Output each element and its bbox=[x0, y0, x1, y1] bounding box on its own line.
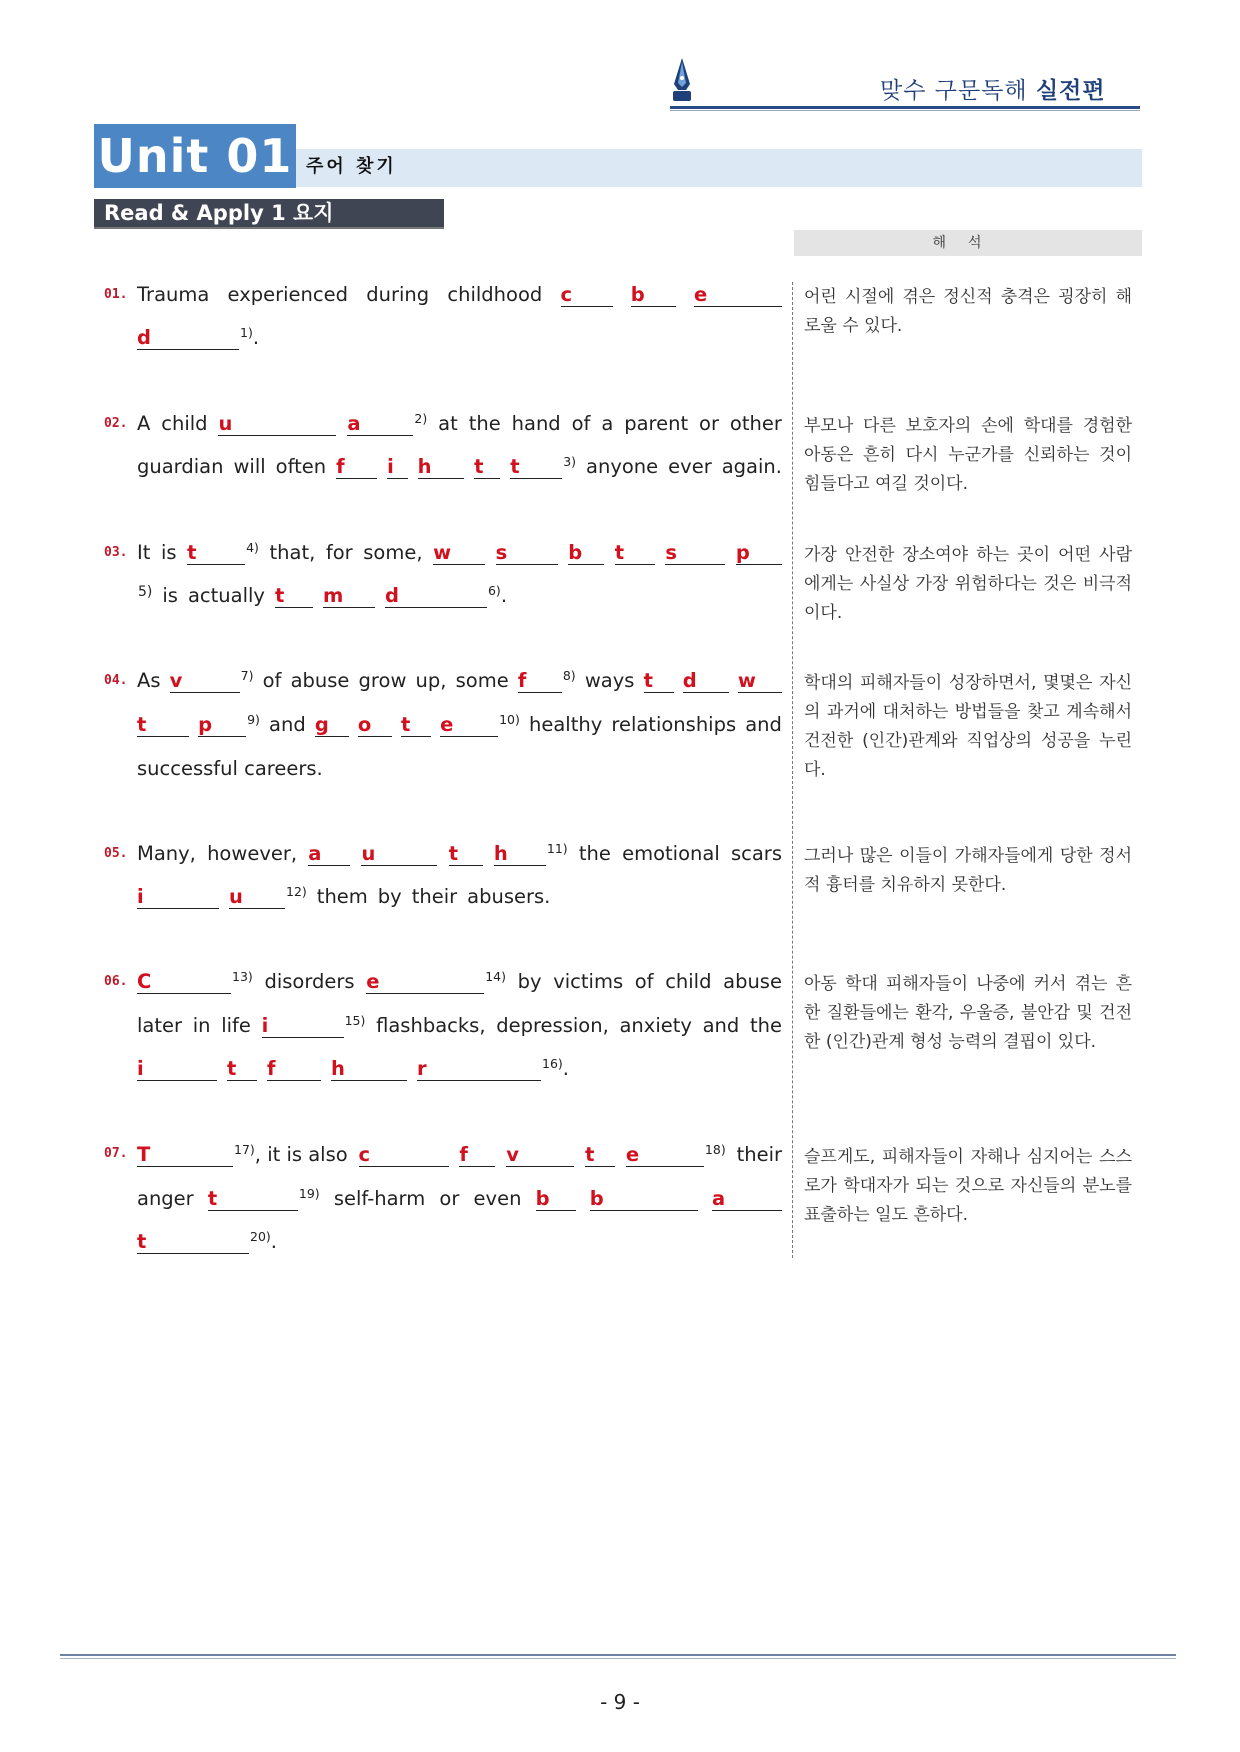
answer-blank[interactable]: t bbox=[401, 714, 431, 737]
footnote-marker: 20) bbox=[250, 1228, 271, 1244]
item-number: 02. bbox=[104, 416, 128, 431]
word: abusers. bbox=[467, 885, 551, 908]
word: As bbox=[137, 669, 161, 692]
footnote-marker: 18) bbox=[704, 1141, 726, 1157]
answer-blank[interactable]: d bbox=[683, 670, 729, 693]
item-number: 03. bbox=[104, 545, 128, 560]
word: , it is also bbox=[254, 1143, 348, 1166]
word: a bbox=[601, 412, 614, 435]
answer-blank[interactable]: t bbox=[208, 1188, 298, 1211]
answer-blank[interactable]: a bbox=[712, 1188, 782, 1211]
word: again. bbox=[721, 455, 782, 478]
translation-column-header: 해석 bbox=[794, 230, 1142, 256]
word: grow bbox=[358, 669, 407, 692]
item-2-line-1 bbox=[137, 409, 782, 439]
word: child bbox=[665, 970, 712, 993]
footnote-marker: 14) bbox=[485, 968, 506, 984]
answer-blank[interactable]: u bbox=[229, 886, 285, 909]
word: is bbox=[162, 584, 178, 607]
word: self-harm bbox=[333, 1187, 426, 1210]
item-3-line-1 bbox=[137, 538, 782, 568]
item-4-translation: 학대의 피해자들이 성장하면서, 몇몇은 자신의 과거에 대처하는 방법들을 찾고 계속해서 건전한 (인간)관계와 직업상의 성공을 누린다. bbox=[804, 673, 1132, 780]
column-divider bbox=[792, 282, 793, 1258]
item-1-line-1 bbox=[137, 280, 782, 310]
word: childhood bbox=[447, 283, 543, 306]
item-3-translation: 가장 안전한 장소여야 하는 곳이 어떤 사람에게는 사실상 가장 위험하다는 것은 비극적이다. bbox=[804, 545, 1132, 623]
answer-blank[interactable]: t bbox=[474, 456, 500, 479]
word: Trauma bbox=[137, 283, 210, 306]
word: or bbox=[439, 1187, 460, 1210]
item-7-translation: 슬프게도, 피해자들이 자해나 심지어는 스스로가 학대자가 되는 것으로 자신들의 분노를 표출하는 일도 흔하다. bbox=[804, 1147, 1132, 1225]
answer-blank[interactable]: d bbox=[137, 327, 239, 350]
answer-blank[interactable]: a bbox=[308, 843, 350, 866]
answer-blank[interactable]: t bbox=[275, 585, 313, 608]
answer-blank[interactable]: i bbox=[137, 886, 219, 909]
footnote-marker: 6) bbox=[487, 582, 501, 598]
answer-blank[interactable]: f bbox=[267, 1058, 321, 1081]
footnote-marker: 2) bbox=[414, 410, 428, 426]
word: emotional bbox=[622, 842, 720, 865]
word: victims bbox=[553, 970, 624, 993]
word: them bbox=[316, 885, 368, 908]
answer-blank[interactable]: t bbox=[187, 542, 245, 565]
answer-blank[interactable]: e bbox=[366, 971, 484, 994]
section-title: Read & Apply 1 요지 bbox=[94, 199, 444, 227]
item-1-line-2 bbox=[137, 323, 782, 353]
word: anxiety bbox=[619, 1014, 692, 1037]
word: the bbox=[578, 842, 611, 865]
word: some bbox=[455, 669, 509, 692]
word: and bbox=[269, 713, 306, 736]
answer-blank[interactable]: s bbox=[496, 542, 558, 565]
footer-rule-thin bbox=[60, 1658, 1176, 1659]
word: child bbox=[161, 412, 208, 435]
word: other bbox=[729, 412, 782, 435]
word: flashbacks, bbox=[376, 1014, 486, 1037]
answer-blank[interactable]: o bbox=[358, 714, 392, 737]
answer-blank[interactable]: b bbox=[631, 284, 676, 307]
word: of bbox=[571, 412, 591, 435]
word: actually bbox=[187, 584, 265, 607]
answer-blank[interactable]: m bbox=[323, 585, 375, 608]
answer-blank[interactable]: v bbox=[170, 670, 240, 693]
footnote-marker: 15) bbox=[344, 1012, 366, 1028]
word: anger bbox=[137, 1187, 194, 1210]
word: relationships bbox=[611, 713, 737, 736]
answer-blank[interactable]: T bbox=[137, 1144, 233, 1167]
word: . bbox=[252, 326, 260, 349]
unit-band bbox=[296, 149, 1142, 187]
answer-blank[interactable]: p bbox=[198, 714, 246, 737]
word: . bbox=[562, 1057, 569, 1080]
item-5-translation: 그러나 많은 이들이 가해자들에게 당한 정서적 흉터를 치유하지 못한다. bbox=[804, 846, 1132, 895]
answer-blank[interactable]: b bbox=[536, 1188, 576, 1211]
footnote-marker: 12) bbox=[286, 883, 307, 899]
item-7-line-3 bbox=[137, 1227, 782, 1257]
word: or bbox=[699, 412, 719, 435]
answer-blank[interactable]: C bbox=[137, 971, 231, 994]
footnote-marker: 13) bbox=[232, 968, 253, 984]
answer-blank[interactable]: e bbox=[440, 714, 498, 737]
answer-blank[interactable]: h bbox=[494, 843, 546, 866]
answer-blank[interactable]: h bbox=[331, 1058, 407, 1081]
answer-blank[interactable]: d bbox=[385, 585, 487, 608]
answer-blank[interactable]: h bbox=[418, 456, 465, 479]
answer-blank[interactable]: b bbox=[568, 542, 604, 565]
answer-blank[interactable]: s bbox=[665, 542, 725, 565]
footnote-marker: 9) bbox=[247, 711, 260, 727]
answer-blank[interactable]: i bbox=[262, 1015, 344, 1038]
word: It bbox=[137, 541, 151, 564]
answer-blank[interactable]: e bbox=[626, 1144, 704, 1167]
word: their bbox=[736, 1143, 782, 1166]
word: and bbox=[702, 1014, 740, 1037]
item-number: 06. bbox=[104, 974, 128, 989]
item-number: 04. bbox=[104, 673, 128, 688]
word: and bbox=[745, 713, 782, 736]
word: life bbox=[221, 1014, 251, 1037]
answer-blank[interactable]: w bbox=[433, 542, 485, 565]
header-rule-thin bbox=[670, 110, 1140, 111]
item-6-line-2 bbox=[137, 1011, 782, 1041]
answer-blank[interactable]: v bbox=[506, 1144, 574, 1167]
word: some, bbox=[363, 541, 423, 564]
item-4-line-2 bbox=[137, 710, 782, 740]
word: during bbox=[366, 283, 430, 306]
word: however, bbox=[207, 842, 298, 865]
book-title: 맞수 구문독해 실전편 bbox=[880, 78, 1106, 104]
word: by bbox=[517, 970, 542, 993]
item-6-line-3 bbox=[137, 1054, 782, 1084]
word: their bbox=[411, 885, 458, 908]
word: will bbox=[233, 455, 266, 478]
footnote-marker: 7) bbox=[240, 667, 254, 683]
footnote-marker: 3) bbox=[563, 453, 577, 469]
section-underline bbox=[94, 227, 444, 229]
answer-blank[interactable]: i bbox=[137, 1058, 217, 1081]
footnote-marker: 11) bbox=[546, 840, 568, 856]
item-7-line-2 bbox=[137, 1184, 782, 1214]
word: . bbox=[500, 584, 508, 607]
word: guardian bbox=[137, 455, 224, 478]
item-7-line-1 bbox=[137, 1140, 782, 1170]
footnote-marker: 19) bbox=[298, 1185, 320, 1201]
fountain-pen-logo-icon bbox=[668, 56, 696, 106]
unit-subtitle: 주어 찾기 bbox=[306, 156, 397, 177]
item-number: 05. bbox=[104, 846, 128, 861]
item-number: 07. bbox=[104, 1146, 128, 1161]
item-4-line-1 bbox=[137, 666, 782, 696]
item-1-translation: 어린 시절에 겪은 정신적 충격은 굉장히 해로울 수 있다. bbox=[804, 287, 1132, 336]
item-6-translation: 아동 학대 피해자들이 나중에 커서 겪는 흔한 질환들에는 환각, 우울증, 불안감 및 건전한 (인간)관계 형성 능력의 결핍이 있다. bbox=[804, 974, 1132, 1052]
word: parent bbox=[624, 412, 689, 435]
answer-blank[interactable]: f bbox=[518, 670, 562, 693]
item-3-line-2: $^{5)}$ is actually t m d $^{6)}$. bbox=[137, 581, 782, 611]
word: even bbox=[473, 1187, 522, 1210]
answer-blank[interactable]: c bbox=[561, 284, 613, 307]
word: of bbox=[634, 970, 654, 993]
word: ways bbox=[584, 669, 635, 692]
word: ever bbox=[668, 455, 712, 478]
footnote-marker: 16) bbox=[542, 1055, 563, 1071]
answer-blank[interactable]: w bbox=[738, 670, 782, 693]
word: up, bbox=[415, 669, 447, 692]
footnote-marker: 1) bbox=[240, 324, 253, 340]
word: later bbox=[137, 1014, 183, 1037]
item-5-line-2 bbox=[137, 882, 782, 912]
answer-blank[interactable]: u bbox=[218, 413, 336, 436]
answer-blank[interactable]: i bbox=[387, 456, 407, 479]
unit-label: Unit 01 bbox=[94, 124, 296, 188]
answer-blank[interactable]: t bbox=[615, 542, 655, 565]
answer-blank[interactable]: f bbox=[459, 1144, 495, 1167]
word: in bbox=[192, 1014, 211, 1037]
word: disorders bbox=[264, 970, 355, 993]
answer-blank[interactable]: r bbox=[417, 1058, 541, 1081]
word: by bbox=[377, 885, 402, 908]
word: scars bbox=[730, 842, 782, 865]
page-number: - 9 - bbox=[600, 1690, 640, 1714]
answer-blank[interactable]: t bbox=[137, 714, 189, 737]
footnote-marker: 10) bbox=[499, 711, 520, 727]
word: for bbox=[325, 541, 353, 564]
word: often bbox=[275, 455, 327, 478]
answer-blank[interactable]: t bbox=[510, 456, 562, 479]
word: abuse bbox=[723, 970, 782, 993]
answer-blank[interactable]: t bbox=[227, 1058, 257, 1081]
answer-blank[interactable]: t bbox=[644, 670, 674, 693]
word: anyone bbox=[586, 455, 659, 478]
answer-blank[interactable]: u bbox=[361, 843, 437, 866]
answer-blank[interactable]: b bbox=[590, 1188, 698, 1211]
footnote-marker: 17) bbox=[234, 1141, 255, 1157]
item-5-line-1 bbox=[137, 839, 782, 869]
header-rule bbox=[670, 106, 1140, 109]
answer-blank[interactable]: c bbox=[359, 1144, 449, 1167]
word: at bbox=[438, 412, 458, 435]
item-6-line-1 bbox=[137, 967, 782, 997]
word: A bbox=[137, 412, 151, 435]
word: the bbox=[749, 1014, 782, 1037]
word: experienced bbox=[227, 283, 349, 306]
word: healthy bbox=[528, 713, 603, 736]
answer-blank[interactable]: t bbox=[137, 1231, 249, 1254]
answer-blank[interactable]: t bbox=[449, 843, 483, 866]
item-2-line-2 bbox=[137, 452, 782, 482]
footnote-marker: 4) bbox=[246, 539, 259, 555]
word: the bbox=[468, 412, 501, 435]
word: of bbox=[262, 669, 282, 692]
word: Many, bbox=[137, 842, 196, 865]
item-2-translation: 부모나 다른 보호자의 손에 학대를 경험한 아동은 흔히 다시 누군가를 신뢰하는 것이 힘들다고 여길 것이다. bbox=[804, 416, 1132, 494]
answer-blank[interactable]: e bbox=[694, 284, 782, 307]
answer-blank[interactable]: p bbox=[736, 542, 782, 565]
answer-blank[interactable]: t bbox=[585, 1144, 615, 1167]
answer-blank[interactable]: a bbox=[347, 413, 413, 436]
answer-blank[interactable]: g bbox=[315, 714, 349, 737]
word: that, bbox=[269, 541, 316, 564]
word: . bbox=[270, 1230, 277, 1253]
answer-blank[interactable]: f bbox=[336, 456, 377, 479]
item-4-line-3: successful careers. bbox=[137, 757, 323, 780]
word: is bbox=[160, 541, 177, 564]
word: depression, bbox=[496, 1014, 609, 1037]
footer-rule bbox=[60, 1654, 1176, 1656]
word: hand bbox=[511, 412, 561, 435]
item-number: 01. bbox=[104, 287, 128, 302]
word: abuse bbox=[290, 669, 350, 692]
footnote-marker: 8) bbox=[562, 667, 576, 683]
